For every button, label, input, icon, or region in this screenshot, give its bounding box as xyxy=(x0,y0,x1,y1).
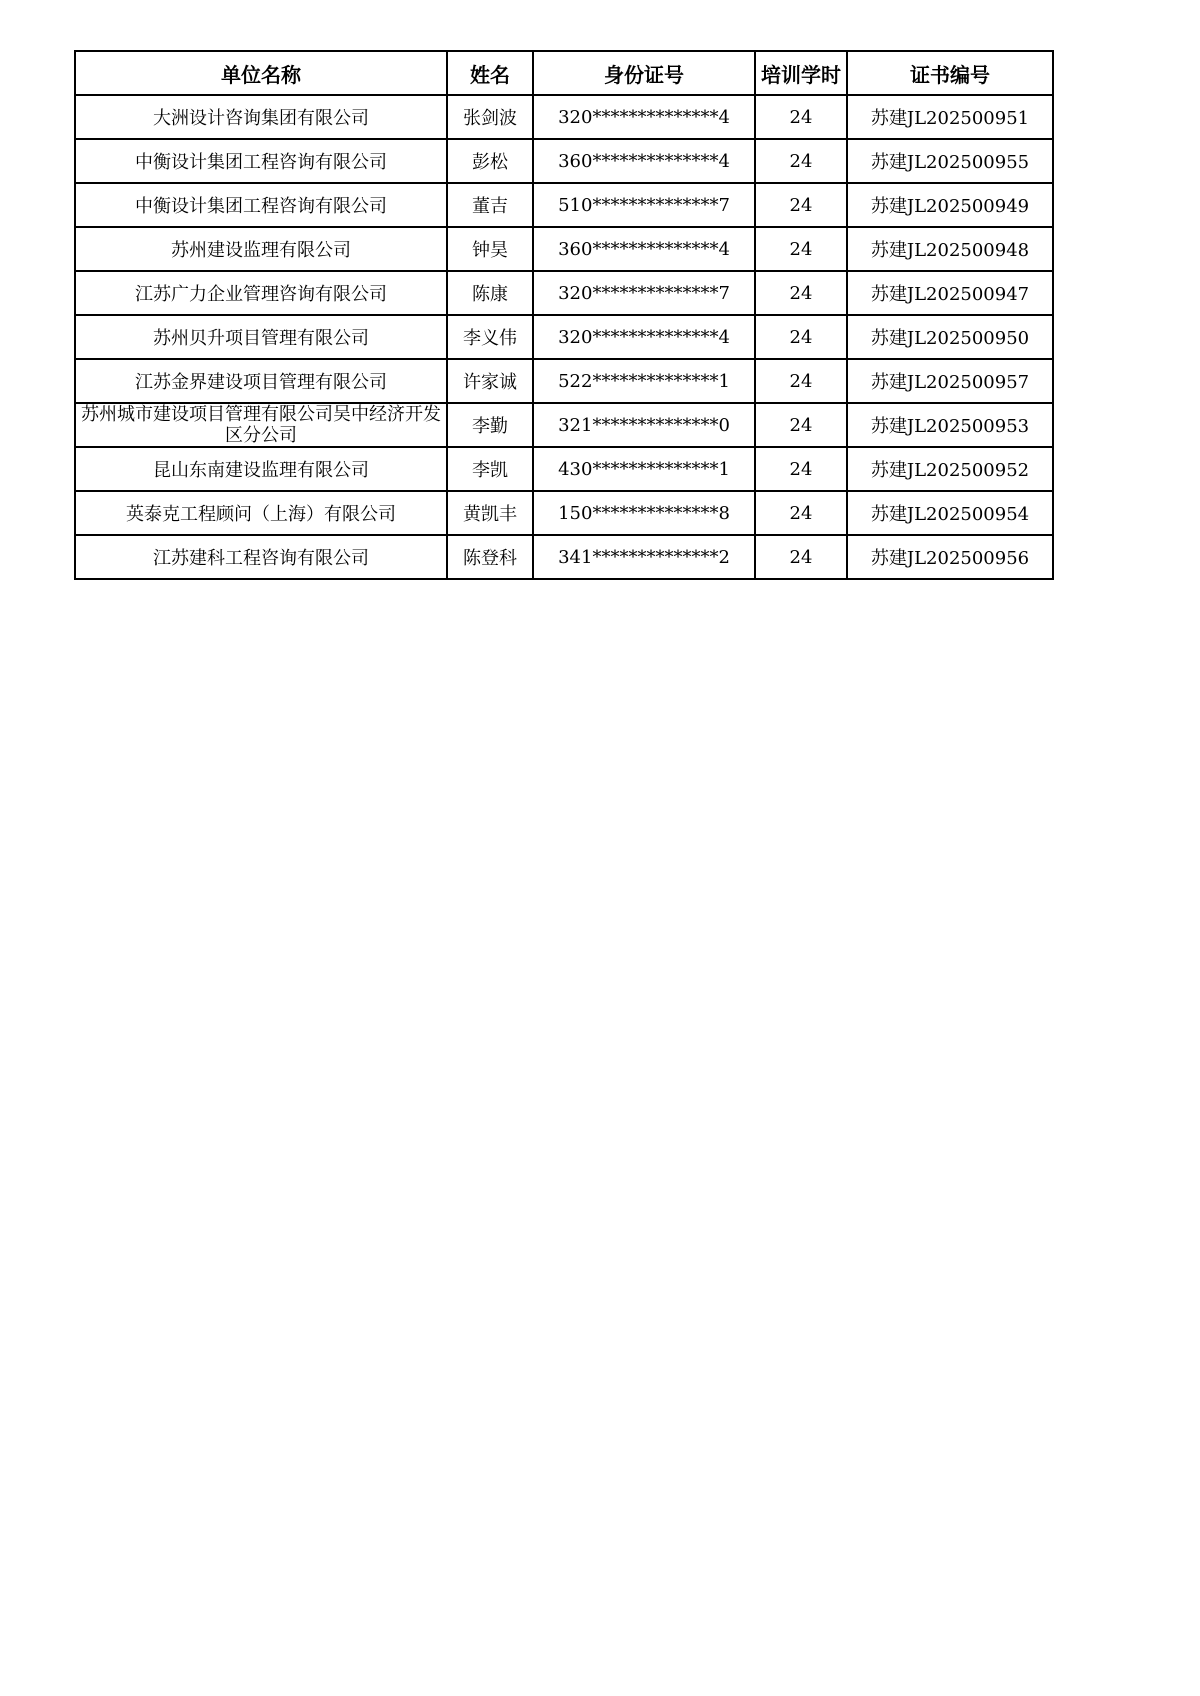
cell-training-hours: 24 xyxy=(755,359,847,403)
header-person-name: 姓名 xyxy=(447,51,533,95)
cell-person-name: 李凯 xyxy=(447,447,533,491)
cell-id-number: 430**************1 xyxy=(533,447,755,491)
table-row xyxy=(75,403,1053,447)
cell-person-name: 黄凯丰 xyxy=(447,491,533,535)
cell-certificate-number: 苏建JL202500949 xyxy=(847,183,1053,227)
cell-certificate-number: 苏建JL202500947 xyxy=(847,271,1053,315)
cell-certificate-number: 苏建JL202500948 xyxy=(847,227,1053,271)
cell-unit-name: 大洲设计咨询集团有限公司 xyxy=(75,95,447,139)
table-row xyxy=(75,183,1053,227)
table-row xyxy=(75,491,1053,535)
table-row xyxy=(75,271,1053,315)
cell-id-number: 320**************4 xyxy=(533,315,755,359)
cell-person-name: 张剑波 xyxy=(447,95,533,139)
cell-id-number: 320**************7 xyxy=(533,271,755,315)
cell-certificate-number: 苏建JL202500951 xyxy=(847,95,1053,139)
cell-training-hours: 24 xyxy=(755,535,847,579)
training-certificate-table xyxy=(74,50,1054,580)
table-row xyxy=(75,315,1053,359)
cell-id-number: 341**************2 xyxy=(533,535,755,579)
cell-id-number: 150**************8 xyxy=(533,491,755,535)
cell-certificate-number: 苏建JL202500954 xyxy=(847,491,1053,535)
cell-unit-name: 英泰克工程顾问（上海）有限公司 xyxy=(75,491,447,535)
cell-certificate-number: 苏建JL202500957 xyxy=(847,359,1053,403)
cell-certificate-number: 苏建JL202500953 xyxy=(847,403,1053,447)
cell-unit-name: 江苏金界建设项目管理有限公司 xyxy=(75,359,447,403)
cell-id-number: 320**************4 xyxy=(533,95,755,139)
cell-certificate-number: 苏建JL202500952 xyxy=(847,447,1053,491)
cell-person-name: 陈康 xyxy=(447,271,533,315)
cell-person-name: 钟昊 xyxy=(447,227,533,271)
table-row xyxy=(75,359,1053,403)
table-row xyxy=(75,139,1053,183)
cell-person-name: 许家诚 xyxy=(447,359,533,403)
table-row xyxy=(75,227,1053,271)
header-unit-name: 单位名称 xyxy=(75,51,447,95)
cell-training-hours: 24 xyxy=(755,447,847,491)
cell-unit-name: 苏州建设监理有限公司 xyxy=(75,227,447,271)
cell-unit-name: 中衡设计集团工程咨询有限公司 xyxy=(75,139,447,183)
cell-training-hours: 24 xyxy=(755,403,847,447)
header-training-hours: 培训学时 xyxy=(755,51,847,95)
header-id-number: 身份证号 xyxy=(533,51,755,95)
cell-certificate-number: 苏建JL202500956 xyxy=(847,535,1053,579)
cell-unit-name: 中衡设计集团工程咨询有限公司 xyxy=(75,183,447,227)
table-header-row xyxy=(75,51,1053,95)
cell-unit-name: 江苏建科工程咨询有限公司 xyxy=(75,535,447,579)
cell-id-number: 321**************0 xyxy=(533,403,755,447)
cell-id-number: 360**************4 xyxy=(533,227,755,271)
cell-unit-name: 苏州城市建设项目管理有限公司吴中经济开发区分公司 xyxy=(75,403,447,447)
table-row xyxy=(75,447,1053,491)
table-row xyxy=(75,535,1053,579)
cell-person-name: 李勤 xyxy=(447,403,533,447)
cell-unit-name: 昆山东南建设监理有限公司 xyxy=(75,447,447,491)
cell-training-hours: 24 xyxy=(755,139,847,183)
cell-person-name: 彭松 xyxy=(447,139,533,183)
cell-training-hours: 24 xyxy=(755,271,847,315)
cell-unit-name: 苏州贝升项目管理有限公司 xyxy=(75,315,447,359)
cell-certificate-number: 苏建JL202500950 xyxy=(847,315,1053,359)
cell-id-number: 510**************7 xyxy=(533,183,755,227)
cell-person-name: 陈登科 xyxy=(447,535,533,579)
cell-person-name: 董吉 xyxy=(447,183,533,227)
cell-training-hours: 24 xyxy=(755,95,847,139)
cell-id-number: 360**************4 xyxy=(533,139,755,183)
cell-certificate-number: 苏建JL202500955 xyxy=(847,139,1053,183)
cell-training-hours: 24 xyxy=(755,183,847,227)
header-certificate-number: 证书编号 xyxy=(847,51,1053,95)
table-row xyxy=(75,95,1053,139)
cell-unit-name: 江苏广力企业管理咨询有限公司 xyxy=(75,271,447,315)
cell-training-hours: 24 xyxy=(755,227,847,271)
cell-training-hours: 24 xyxy=(755,315,847,359)
cell-training-hours: 24 xyxy=(755,491,847,535)
cell-id-number: 522**************1 xyxy=(533,359,755,403)
cell-person-name: 李义伟 xyxy=(447,315,533,359)
